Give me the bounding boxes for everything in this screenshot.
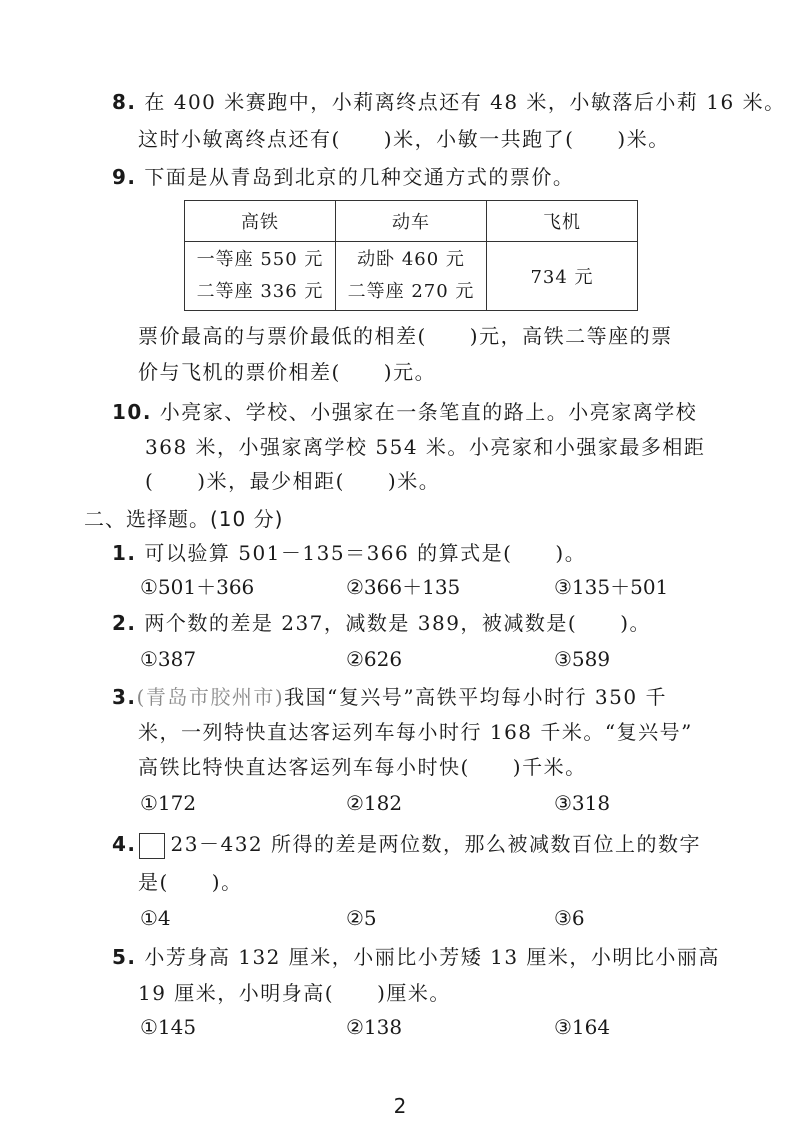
blank-digit-box: [139, 833, 165, 859]
question-8-line-1: [112, 88, 786, 116]
gaotie-cell: [185, 242, 336, 311]
table-cell-text: 动卧 460 元: [357, 249, 465, 270]
option-2[interactable]: ②5: [346, 906, 377, 930]
question-number: 3.: [112, 685, 137, 709]
choice-5-line-2: 19 厘米，小明身高( )厘米。: [138, 981, 451, 1005]
table-row: [185, 242, 638, 311]
table-cell-text: 二等座 270 元: [347, 281, 475, 302]
question-source: (青岛市胶州市): [136, 685, 285, 709]
question-8-line-2: 这时小敏离终点还有( )米，小敏一共跑了( )米。: [138, 127, 670, 151]
table-header-cell: 高铁: [185, 201, 336, 242]
choice-3-line-3: 高铁比特快直达客运列车每小时快( )千米。: [138, 755, 587, 779]
question-text: 23－432 所得的差是两位数，那么被减数百位上的数字: [170, 832, 701, 856]
question-9-line-3: 价与飞机的票价相差( )元。: [138, 360, 437, 384]
option-2[interactable]: ②182: [346, 791, 403, 815]
table-header-cell: 飞机: [487, 201, 638, 242]
table-header-cell: 动车: [336, 201, 487, 242]
option-1[interactable]: ①172: [140, 791, 197, 815]
table-cell-text: 二等座 336 元: [196, 281, 324, 302]
question-text: 在 400 米赛跑中，小莉离终点还有 48 米，小敏落后小莉 16 米。: [144, 90, 786, 114]
ticket-price-table: [184, 200, 638, 311]
option-3[interactable]: ③318: [554, 791, 611, 815]
choice-2-line-1: [112, 609, 651, 637]
question-text: 两个数的差是 237，减数是 389，被减数是( )。: [144, 611, 652, 635]
table-cell-text: 一等座 550 元: [196, 249, 324, 270]
question-text: 我国“复兴号”高铁平均每小时行 350 千: [284, 685, 667, 709]
option-1[interactable]: ①387: [140, 647, 197, 671]
choice-1-line-1: [112, 539, 586, 567]
choice-3-line-1: [112, 683, 667, 711]
option-2[interactable]: ②626: [346, 647, 403, 671]
option-3[interactable]: ③164: [554, 1015, 611, 1039]
option-1[interactable]: ①4: [140, 906, 171, 930]
question-number: 2.: [112, 611, 137, 635]
option-2[interactable]: ②138: [346, 1015, 403, 1039]
question-number: 5.: [112, 945, 137, 969]
choice-3-line-2: 米，一列特快直达客运列车每小时行 168 千米。“复兴号”: [138, 720, 693, 744]
section-title: 二、选择题。(10 分): [84, 507, 284, 531]
option-2[interactable]: ②366＋135: [346, 575, 461, 599]
page-number: 2: [393, 1094, 407, 1118]
option-3[interactable]: ③6: [554, 906, 585, 930]
choice-4-line-1: [112, 830, 701, 859]
question-number: 4.: [112, 832, 137, 856]
choice-4-line-2: 是( )。: [138, 870, 243, 894]
option-3[interactable]: ③135＋501: [554, 575, 669, 599]
feiji-cell: 734 元: [487, 242, 638, 311]
question-9-line-1: [112, 163, 574, 191]
question-10-line-3: ( )米，最少相距( )米。: [145, 469, 441, 493]
option-1[interactable]: ①501＋366: [140, 575, 255, 599]
question-10-line-1: [112, 398, 697, 426]
question-number: 10.: [112, 400, 152, 424]
question-text: 小芳身高 132 厘米，小丽比小芳矮 13 厘米，小明比小丽高: [144, 945, 720, 969]
question-text: 下面是从青岛到北京的几种交通方式的票价。: [144, 165, 575, 189]
question-text: 可以验算 501－135＝366 的算式是( )。: [144, 541, 587, 565]
option-3[interactable]: ③589: [554, 647, 611, 671]
option-1[interactable]: ①145: [140, 1015, 197, 1039]
table-header-row: [185, 201, 638, 242]
question-text: 小亮家、学校、小强家在一条笔直的路上。小亮家离学校: [159, 400, 698, 424]
dongche-cell: [336, 242, 487, 311]
question-number: 1.: [112, 541, 137, 565]
question-10-line-2: 368 米，小强家离学校 554 米。小亮家和小强家最多相距: [145, 435, 706, 459]
question-number: 9.: [112, 165, 137, 189]
question-number: 8.: [112, 90, 137, 114]
choice-5-line-1: [112, 943, 720, 971]
question-9-line-2: 票价最高的与票价最低的相差( )元，高铁二等座的票: [138, 324, 673, 348]
